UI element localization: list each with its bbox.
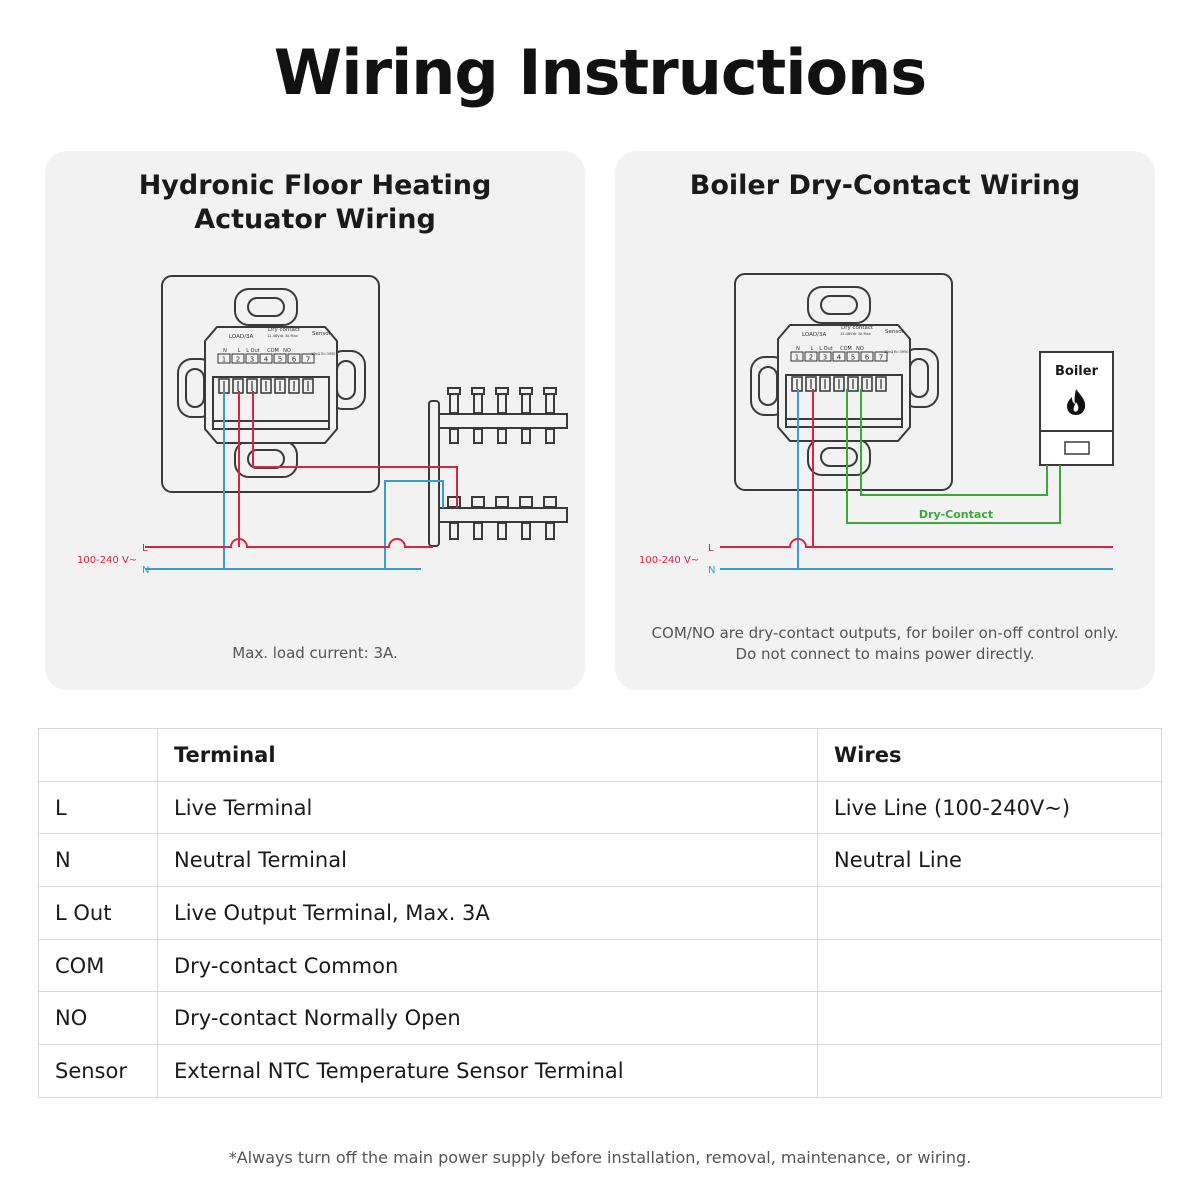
terminal-number: 7 (305, 355, 311, 364)
page-title: Wiring Instructions (273, 36, 927, 109)
table-row (39, 939, 1162, 992)
terminal-number: 4 (263, 355, 269, 364)
terminal-name-label: COM (267, 348, 279, 354)
load-label: LOAD/3A (802, 332, 827, 338)
row-code: NO (39, 992, 158, 1045)
safety-footnote: *Always turn off the main power supply before installation, removal, maintenance, or wiring. (228, 1148, 972, 1167)
row-wires: Neutral Line (818, 834, 1162, 887)
terminal-number: 3 (249, 355, 255, 364)
dry-contact-spec: 12-48Vdc 3A Max (840, 332, 871, 336)
manifold-valve-top (474, 393, 482, 413)
terminal-number: 6 (291, 355, 297, 364)
manifold-outlet-top (546, 429, 554, 443)
manifold-valve-cap (472, 388, 484, 394)
row-code: L Out (39, 887, 158, 940)
manifold-valve-cap (448, 388, 460, 394)
table-header-terminal: Terminal (158, 729, 818, 782)
terminal-name-label: L (810, 346, 814, 352)
supply-voltage-label: 100-240 V~ (639, 555, 700, 566)
table-row (39, 992, 1162, 1045)
terminal-name-label: NO (283, 348, 291, 354)
sensor-device-label: Sensor (312, 331, 331, 337)
terminal-name-label: L Out (246, 348, 260, 354)
manifold-valve-top (522, 393, 530, 413)
neutral-label: N (142, 565, 150, 576)
terminal-name-label: L (237, 348, 241, 354)
row-wires: Live Line (100-240V~) (818, 781, 1162, 834)
manifold-outlet-top (474, 429, 482, 443)
terminal-number: 1 (221, 355, 227, 364)
neutral-label: N (708, 565, 716, 576)
terminal-number: 3 (822, 353, 828, 362)
boiler-note-line2: Do not connect to mains power directly. (735, 645, 1035, 663)
manifold-outlet-top (522, 429, 530, 443)
actuator-note: Max. load current: 3A. (232, 644, 398, 662)
row-terminal: Dry-contact Common (158, 939, 818, 992)
terminal-number: 5 (850, 353, 856, 362)
terminal-name-label: N (796, 346, 800, 352)
manifold-outlet-bottom (498, 523, 506, 539)
table-row (39, 1045, 1162, 1098)
dry-contact-device-label: Dry contact (841, 325, 874, 331)
manifold-valve-top (450, 393, 458, 413)
row-code: COM (39, 939, 158, 992)
manifold-outlet-top (498, 429, 506, 443)
row-terminal: Live Output Terminal, Max. 3A (158, 887, 818, 940)
table-header-code (39, 729, 158, 782)
manifold-valve-top (546, 393, 554, 413)
actuator-panel-title-line1: Hydronic Floor Heating (138, 170, 492, 201)
manifold-valve-cap (496, 388, 508, 394)
boiler-wiring-diagram (615, 151, 1155, 690)
row-wires (818, 939, 1162, 992)
row-terminal: Neutral Terminal (158, 834, 818, 887)
line-label: L (708, 543, 714, 554)
terminal-name-label: COM (840, 346, 852, 352)
terminal-name-label: L Out (819, 346, 833, 352)
dry-contact-device-label: Dry contact (268, 327, 301, 333)
sensor-device-label: Sensor (885, 329, 904, 335)
boiler-note-line1: COM/NO are dry-contact outputs, for boiler on-off control only. (651, 624, 1119, 642)
row-code: Sensor (39, 1045, 158, 1098)
manifold-actuator (520, 497, 532, 507)
terminal-name-label: N (223, 348, 227, 354)
table-row (39, 781, 1162, 834)
manifold-outlet-bottom (546, 523, 554, 539)
actuator-panel-title-line2: Actuator Wiring (194, 204, 436, 235)
terminal-number: 4 (836, 353, 842, 362)
boiler-label: Boiler (1055, 364, 1098, 379)
manifold-valve-top (498, 393, 506, 413)
manifold-outlet-top (450, 429, 458, 443)
table-row (39, 834, 1162, 887)
terminal-number: 2 (235, 355, 241, 364)
load-label: LOAD/3A (229, 334, 254, 340)
row-wires (818, 887, 1162, 940)
dry-contact-wire-label: Dry-Contact (918, 508, 994, 521)
row-code: L (39, 781, 158, 834)
manifold-actuator (496, 497, 508, 507)
manifold-outlet-bottom (450, 523, 458, 539)
table-header-wires: Wires (818, 729, 1162, 782)
terminal-number: 6 (864, 353, 870, 362)
sensor-spec: 10kΩ B=3950 (311, 352, 336, 356)
manifold-valve-cap (520, 388, 532, 394)
row-wires (818, 1045, 1162, 1098)
manifold-outlet-bottom (522, 523, 530, 539)
terminal-number: 7 (878, 353, 884, 362)
manifold-valve-cap (544, 388, 556, 394)
actuator-wiring-panel (45, 151, 585, 690)
terminal-name-label: NO (856, 346, 864, 352)
row-code: N (39, 834, 158, 887)
terminal-number: 1 (794, 353, 800, 362)
boiler-wiring-panel (615, 151, 1155, 690)
row-terminal: Dry-contact Normally Open (158, 992, 818, 1045)
boiler-panel-title: Boiler Dry-Contact Wiring (689, 170, 1081, 201)
manifold-actuator (448, 497, 460, 507)
terminal-table (38, 728, 1162, 1098)
table-header-row (39, 729, 1162, 782)
table-row (39, 887, 1162, 940)
line-label: L (142, 543, 148, 554)
manifold-outlet-bottom (474, 523, 482, 539)
manifold-actuator (544, 497, 556, 507)
dry-contact-spec: 12-48Vdc 3A Max (267, 334, 298, 338)
row-wires (818, 992, 1162, 1045)
supply-voltage-label: 100-240 V~ (77, 555, 138, 566)
row-terminal: Live Terminal (158, 781, 818, 834)
actuator-wiring-diagram (45, 151, 585, 690)
row-terminal: External NTC Temperature Sensor Terminal (158, 1045, 818, 1098)
terminal-number: 2 (808, 353, 814, 362)
manifold-actuator (472, 497, 484, 507)
sensor-spec: 10kΩ B=3950 (884, 350, 909, 354)
boiler-unit (1040, 352, 1113, 465)
terminal-number: 5 (277, 355, 283, 364)
